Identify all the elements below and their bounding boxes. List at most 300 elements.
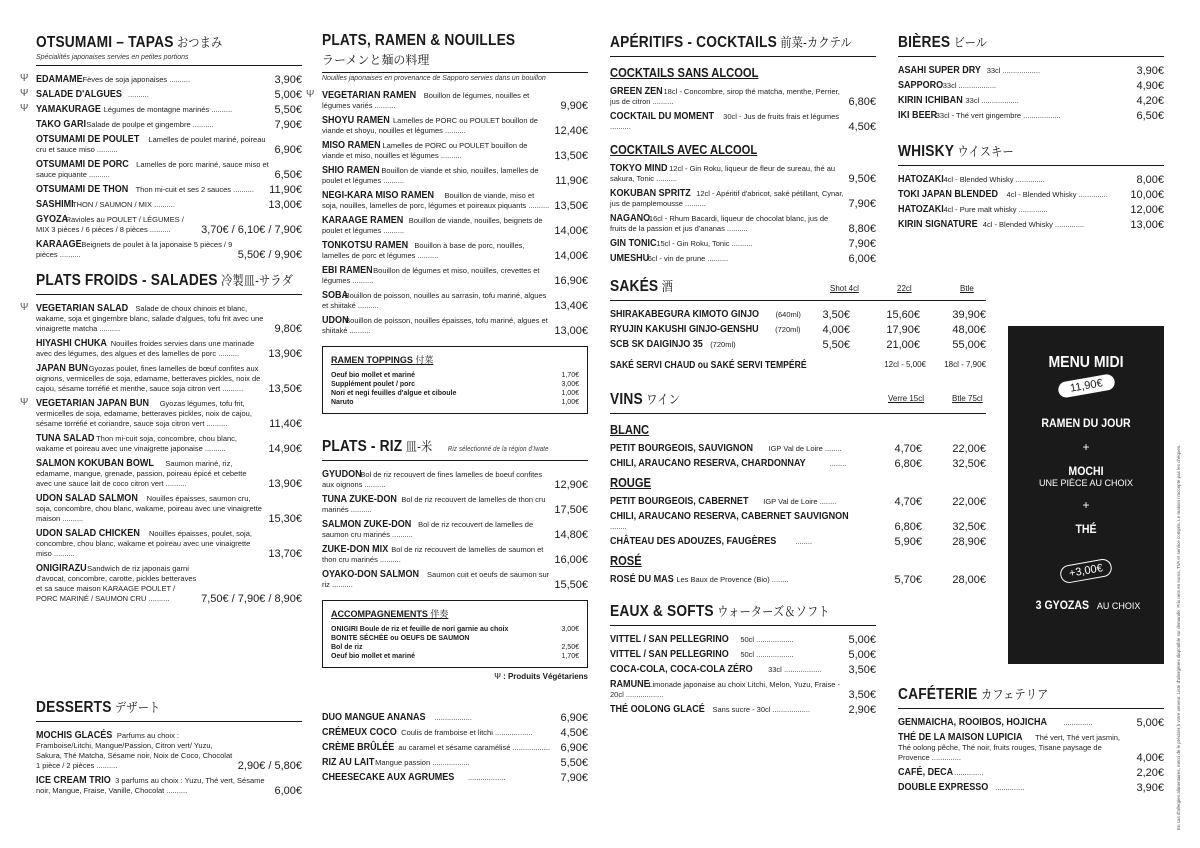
menu-midi-price-badge: 11,90€	[1057, 373, 1116, 399]
item-list	[610, 634, 876, 715]
item-desc: Ravioles au POULET / LÉGUMES / MIX 3 pièces / 6 pièces / 8 pièces	[36, 215, 184, 234]
whisky-section	[898, 141, 1164, 230]
item-price: 6,90€	[560, 712, 588, 724]
item-price: 3,50€	[822, 309, 850, 321]
box-item-name: Oeuf bio mollet et mariné	[331, 653, 416, 660]
item-list	[898, 174, 1164, 230]
item-desc: Coulis de framboise et litchi	[401, 728, 493, 737]
subsection-title: COCKTAILS SANS ALCOOL	[610, 65, 759, 80]
leader-dots: ..........	[442, 126, 466, 135]
ramen-section	[306, 32, 588, 414]
item-price: 21,00€	[886, 339, 920, 351]
divider	[322, 72, 588, 73]
divider	[898, 56, 1164, 57]
section-title: APÉRITIFS - COCKTAILS 前菜-カクテル	[610, 34, 852, 51]
menu-item	[322, 544, 588, 565]
item-price: 4,20€	[1136, 95, 1164, 107]
accompagnements-box	[322, 600, 588, 668]
box-row	[331, 652, 579, 661]
item-price: 6,00€	[274, 785, 302, 797]
item-desc: Bouillon de viande, miso et soja, nouilles, lamelles de porc, légumes et poireaux piquants	[322, 191, 535, 210]
leader-dots: ..........	[60, 514, 84, 523]
item-name: EBI RAMEN	[322, 264, 373, 276]
menu-item	[322, 240, 588, 261]
leader-dots: ..........	[147, 225, 171, 234]
item-price: 3,90€	[1136, 65, 1164, 77]
item-desc: 18cl - Concombre, sirop thé matcha, menthe, Perrier, jus de citron	[610, 87, 840, 106]
item-desc: Gyozas poulet, fines lamelles de bœuf confites aux oignons, vermicelles de soja, edamame, betteraves pickles, noix de cajou, sésame torréfié et menthe, sauce soja citron vert	[36, 364, 261, 393]
menu-item	[36, 338, 302, 359]
item-desc: Bouillon à base de porc, nouilles, lamelles de porc et légumes	[322, 241, 525, 260]
menu-item	[36, 493, 302, 524]
item-desc: Beignets de poulet à la japonaise 5 pièces / 9 pièces	[36, 240, 233, 259]
menu-item	[36, 199, 302, 210]
leader-dots: ..............	[952, 768, 984, 777]
bieres-section	[898, 32, 1164, 121]
legal-notice: En cas d'allergies alimentaires, merci de le préciser à votre serveur. Liste d'allergènes disponible sur demande. Prix nets en euros, TVA et service compris. Le maison n'accepte pas les chèques.	[1176, 444, 1181, 830]
leader-dots: ..........	[146, 594, 170, 603]
item-name: TUNA ZUKE-DON	[322, 493, 397, 505]
item-desc: 16cl - Rhum Bacardi, liqueur de chocolat blanc, jus de fruits de la passion et jus d'ananas	[610, 214, 829, 233]
item-price: 3,90€	[1136, 782, 1164, 794]
item-volume: (640ml)	[775, 310, 801, 319]
leader-dots: ..........	[348, 505, 372, 514]
leader-dots: ..........	[86, 170, 110, 179]
divider	[610, 56, 876, 57]
item-list	[322, 712, 588, 800]
item-name: CHEESECAKE AUX AGRUMES	[322, 771, 455, 783]
item-price: 15,30€	[268, 513, 302, 525]
leader-dots: ..........	[231, 185, 254, 194]
leader-dots: ........	[817, 497, 837, 506]
item-desc: Nouilles froides servies dans une marinade avec des légumes, des algues et des lamelles de porc	[36, 339, 255, 358]
menu-item	[20, 103, 302, 116]
box-item-name: ONIGIRI Boule de riz et feuille de nori garnie au choix BONITE SÉCHÉE ou OEUFS DE SAUMON	[331, 626, 509, 642]
leader-dots: ........	[769, 575, 789, 584]
item-name: VITTEL / SAN PELLEGRINO	[610, 648, 729, 660]
menu-item	[322, 712, 588, 723]
leader-dots: ..........	[654, 174, 677, 183]
item-desc: Lamelles de PORC ou POULET bouillon de viande et shoyu, nouilles et légumes	[322, 116, 538, 135]
leader-dots: ..........	[164, 786, 188, 795]
item-desc: 50cl	[740, 635, 755, 644]
item-name: GYUDON	[322, 468, 362, 480]
menu-item	[610, 86, 876, 107]
menu-item	[322, 494, 588, 515]
box-row	[331, 398, 579, 407]
item-name: CAFÉ, DECA	[898, 766, 954, 778]
item-name: SALADE D'ALGUES	[36, 88, 122, 100]
item-desc: Bol de riz recouvert de lamelles de thon cru marinés	[322, 495, 546, 514]
menu-item	[610, 111, 876, 132]
leader-dots: ..........	[350, 276, 374, 285]
menu-item	[610, 443, 986, 454]
leader-dots: ..........	[125, 90, 149, 99]
item-name: KIRIN SIGNATURE	[898, 218, 978, 230]
subsection-title: ROUGE	[610, 475, 651, 490]
item-name: HATOZAKI	[898, 203, 944, 215]
item-price: 6,80€	[848, 96, 876, 108]
item-desc: Salade de choux chinois et blanc, wakame, soja et gingembre blanc, salade d'algues, tofu frit avec une vinaigrette matcha	[36, 304, 264, 333]
divider	[36, 65, 302, 66]
menu-item	[322, 519, 588, 540]
box-item-price: 1,70€	[561, 372, 579, 379]
item-desc: Nouilles épaisses, poulet, soja, concombre, chou blanc, wakame et poireau avec une vinaigrette miso	[36, 529, 252, 558]
leaf-icon: Ψ	[306, 89, 315, 100]
leader-dots: ..................	[781, 665, 822, 674]
leader-dots: ..........	[372, 101, 396, 110]
item-name: NAGANO	[610, 212, 651, 224]
item-desc: IGP Val de Loire	[763, 497, 818, 506]
item-desc: Gyozas légumes, tofu frit, vermicelles de soja, edamame, betteraves pickles, noix de cajou, sésame torréfié et coriandre, sauce soja citron vert	[36, 399, 252, 428]
menu-item	[610, 679, 876, 700]
menu-item	[36, 363, 302, 394]
sake-row	[610, 324, 986, 335]
leader-dots: ..................	[492, 728, 533, 737]
leaf-icon: Ψ	[494, 672, 501, 681]
item-desc: Bol de riz recouvert de lamelles de saumon cru marinés	[322, 520, 534, 539]
item-desc: Bouillon de poisson, nouilles épaisses, tofu mariné, algues et shiitaké	[322, 316, 548, 335]
item-price: 8,80€	[848, 223, 876, 235]
item-name: VEGETARIAN JAPAN BUN	[36, 397, 150, 409]
item-desc: Lamelles de poulet mariné, poireau cru et sauce miso	[36, 135, 266, 154]
box-item-price: 3,00€	[561, 381, 579, 388]
leader-dots: ..........	[51, 549, 75, 558]
item-name: OYAKO-DON SALMON	[322, 568, 420, 580]
item-price: 9,50€	[848, 173, 876, 185]
subsection-title: ROSÉ	[610, 553, 642, 568]
item-price: 8,00€	[1136, 174, 1164, 186]
item-price: 13,40€	[554, 300, 588, 312]
col-head-22cl: 22cl	[897, 284, 912, 293]
item-desc: Les Baux de Provence (Bio)	[676, 575, 770, 584]
item-desc: 4cl - Blended Whisky	[943, 175, 1014, 184]
item-price: 12,40€	[554, 125, 588, 137]
menu-item	[610, 496, 986, 507]
item-price: 13,70€	[268, 548, 302, 560]
item-price: 2,90€ / 5,80€	[237, 760, 302, 772]
menu-item	[610, 511, 986, 532]
menu-item	[898, 189, 1164, 200]
menu-item	[610, 649, 876, 660]
item-desc: 33cl - Thé vert gingembre	[935, 111, 1022, 120]
item-price: 5,90€	[894, 536, 922, 548]
item-price: 6,50€	[1136, 110, 1164, 122]
item-price: 6,90€	[560, 742, 588, 754]
menu-item	[610, 188, 876, 209]
item-desc: 4cl - Blended Whisky	[982, 220, 1053, 229]
menu-item	[898, 767, 1164, 778]
leader-dots: ..................	[1000, 66, 1041, 75]
menu-item	[322, 165, 588, 186]
item-volume: (720ml)	[710, 340, 736, 349]
item-price: 3,90€	[274, 74, 302, 86]
leaf-icon: Ψ	[20, 103, 29, 114]
item-price: 5,00€	[1136, 717, 1164, 729]
item-name: SHOYU RAMEN	[322, 114, 390, 126]
menu-item	[610, 704, 876, 715]
leaf-icon: Ψ	[20, 73, 29, 84]
item-desc: Parfums au choix : Framboise/Litchi, Mangue/Passion, Citron vert/ Yuzu, Sakura, Thé Matcha, Sésame noir, Noix de Coco, Chocolat 1 pièce / 2 pièces	[36, 731, 233, 770]
item-price: 4,90€	[1136, 80, 1164, 92]
item-name: HIYASHI CHUKA	[36, 337, 107, 349]
menu-item	[36, 528, 302, 559]
section-title: PLATS, RAMEN & NOUILLES	[322, 32, 516, 49]
menu-item	[36, 239, 302, 260]
item-name: COCA-COLA, COCA-COLA ZÉRO	[610, 663, 753, 675]
item-name: KARAAGE RAMEN	[322, 214, 404, 226]
menu-item	[610, 458, 986, 469]
item-desc: Limonade japonaise au choix Litchi, Melon, Yuzu, Fraise - 20cl	[610, 680, 840, 699]
col-head-btle: Btle	[960, 284, 974, 293]
divider	[610, 625, 876, 626]
leaf-icon: Ψ	[20, 397, 29, 408]
divider	[36, 294, 302, 295]
item-name: ICE CREAM TRIO	[36, 774, 111, 786]
item-name: ROSÉ DU MAS	[610, 573, 674, 585]
leader-dots: ..........	[724, 224, 748, 233]
item-desc: IGP Val de Loire	[768, 444, 823, 453]
divider	[610, 300, 986, 301]
item-desc: 12cl - Gin Roku, liqueur de fleur de sureau, thé au sakura, Tonic	[610, 164, 836, 183]
item-desc: Bol de riz recouvert de lamelles de saumon et thon cru marinés	[322, 545, 544, 564]
section-desc: Nouilles japonaises en provenance de Sapporo servies dans un bouillon	[322, 75, 546, 82]
vins-section	[610, 389, 986, 585]
item-price: 13,00€	[1130, 219, 1164, 231]
item-list	[898, 717, 1164, 793]
item-name: PETIT BOURGEOIS, CABERNET	[610, 495, 749, 507]
leader-dots: ..................	[623, 690, 664, 699]
menu-item	[36, 214, 302, 235]
item-name: VITTEL / SAN PELLEGRINO	[610, 633, 729, 645]
box-item-name: Nori et negi feuilles d'algue et ciboule	[331, 390, 457, 397]
menu-item	[898, 717, 1164, 728]
leader-dots: ..................	[754, 635, 794, 644]
item-name: THÉ DE LA MAISON LUPICIA	[898, 731, 1023, 743]
sake-row	[610, 309, 986, 320]
eaux-section	[610, 601, 876, 715]
item-name: IKI BEER	[898, 109, 938, 121]
section-title: BIÈRES ビール	[898, 34, 988, 51]
leader-dots: ..........	[438, 151, 462, 160]
leader-dots: ..............	[1013, 175, 1045, 184]
menu-item	[898, 95, 1164, 106]
item-name: SCB SK DAIGINJO 35	[610, 338, 703, 350]
menu-item	[898, 782, 1164, 793]
item-list	[36, 730, 302, 800]
aperitifs-section	[610, 32, 876, 264]
leader-dots: ..........	[377, 555, 401, 564]
section-title: PLATS - RIZ 皿-米 Riz sélectionné de la région d'Iwate	[322, 438, 549, 455]
menu-midi-title: MENU MIDI	[1048, 354, 1124, 371]
item-desc: 6cl - vin de prune	[647, 254, 706, 263]
leader-dots: ..........	[381, 226, 405, 235]
menu-item	[898, 110, 1164, 121]
item-price: 17,50€	[554, 504, 588, 516]
item-price: 17,90€	[886, 324, 920, 336]
item-desc: 4cl - Blended Whisky	[1006, 190, 1077, 199]
item-price: 9,80€	[274, 323, 302, 335]
menu-item	[898, 204, 1164, 215]
leader-dots: ..........	[526, 201, 550, 210]
item-desc: 3 parfums au choix : Yuzu, Thé vert, Sésame noir, Mangue, Fraise, Vanille, Chocolat	[36, 776, 265, 795]
menu-midi-item-row: 3 GYOZAS AU CHOIX	[1035, 598, 1141, 612]
leader-dots: ..........	[329, 580, 353, 589]
box-item-price: 3,00€	[561, 626, 579, 633]
menu-item	[898, 80, 1164, 91]
item-desc: 4cl - Pure malt whisky	[943, 205, 1017, 214]
menu-item	[322, 315, 588, 336]
leader-dots: ..................	[754, 650, 794, 659]
leader-dots: ..................	[1021, 111, 1061, 120]
section-title: CAFÉTERIE カフェテリア	[898, 686, 1049, 703]
item-price: 5,00€	[848, 649, 876, 661]
item-price: 2,90€	[848, 704, 876, 716]
item-name: JAPAN BUN	[36, 362, 89, 374]
column-4	[898, 32, 1164, 234]
item-desc: THON / SAUMON / MIX	[72, 200, 153, 209]
item-desc: 33cl	[965, 96, 980, 105]
menu-item	[610, 634, 876, 645]
item-name: RAMUNE	[610, 678, 650, 690]
item-name: HATOZAKI	[898, 173, 944, 185]
leader-dots: ..............	[993, 783, 1025, 792]
leader-dots: ..............	[1076, 190, 1108, 199]
item-price: 4,00€	[1136, 752, 1164, 764]
menu-midi-item: THÉ	[1075, 522, 1097, 536]
item-price: 39,90€	[952, 309, 986, 321]
box-item-name: Bol de riz	[331, 644, 363, 651]
leader-dots: ..........	[389, 530, 413, 539]
leader-dots: ..........	[729, 239, 753, 248]
item-price: 13,50€	[268, 383, 302, 395]
item-desc: au caramel et sésame caramélisé	[398, 743, 511, 752]
item-price: 6,50€	[274, 169, 302, 181]
item-price: 4,70€	[894, 443, 922, 455]
veg-legend: Ψ : Produits Végétariens	[494, 672, 588, 681]
item-list	[610, 574, 986, 585]
item-price: 5,50€	[560, 757, 588, 769]
item-name: UDON SALAD CHICKEN	[36, 527, 140, 539]
item-price: 11,40€	[269, 418, 302, 430]
menu-item	[322, 569, 588, 590]
item-desc: Sandwich de riz japonais garni d'avocat, concombre, carotte, pickles betteraves et sa sauce maison KARAAGE POULET / PORC MARINÉ / SAUMON CRU	[36, 564, 197, 603]
leader-dots: ..........	[347, 326, 371, 335]
item-name: SOBA	[322, 289, 349, 301]
item-price: 6,80€	[894, 521, 922, 533]
menu-item	[898, 174, 1164, 185]
leaf-icon: Ψ	[20, 88, 29, 99]
item-desc: 15cl - Gin Roku, Tonic	[656, 239, 730, 248]
leader-dots: ..........	[204, 419, 228, 428]
box-list	[331, 371, 579, 407]
item-price: 28,00€	[952, 574, 986, 586]
item-desc: Bouillon de viande, nouilles, beignets de poulet et légumes	[322, 216, 543, 235]
menu-item	[36, 184, 302, 195]
item-name: SALMON KOKUBAN BOWL	[36, 457, 154, 469]
divider	[898, 165, 1164, 166]
menu-item	[898, 65, 1164, 76]
box-item-price: 1,70€	[561, 653, 579, 660]
plus-sign: +	[1082, 498, 1090, 512]
item-name: TAKO GARI	[36, 118, 87, 130]
item-name: EDAMAME	[36, 73, 83, 85]
leader-dots: ........	[610, 522, 627, 531]
item-desc: Légumes de montagne marinés	[103, 105, 210, 114]
box-row	[331, 389, 579, 398]
item-price: 4,70€	[894, 496, 922, 508]
item-name: YAMAKURAGE	[36, 103, 101, 115]
leader-dots: ..................	[430, 758, 470, 767]
item-desc: 12cl - Apéritif d'abricot, saké pétillant, Cynar, jus de pamplemousse	[610, 189, 844, 208]
item-name: CHILI, ARAUCANO RESERVA, CABERNET SAUVIGNON	[610, 510, 849, 522]
leader-dots: ........	[822, 444, 842, 453]
item-price: 5,00€	[848, 634, 876, 646]
menu-item	[306, 89, 588, 112]
item-price: 55,00€	[952, 339, 986, 351]
item-desc: Bouillon de poisson, nouilles au sarrasin, tofu mariné, algues et shiitaké	[322, 291, 547, 310]
item-price: 48,00€	[952, 324, 986, 336]
item-desc: 33cl	[942, 81, 957, 90]
item-price: 14,90€	[268, 443, 302, 455]
item-price: 4,50€	[848, 121, 876, 133]
section-title: PLATS FROIDS - SALADES 冷製皿-サラダ	[36, 272, 294, 289]
menu-item	[322, 115, 588, 136]
leader-dots: ..........	[610, 122, 631, 131]
item-desc: 33cl	[986, 66, 1001, 75]
item-list	[610, 163, 876, 264]
column-2	[306, 32, 588, 681]
leader-dots: ..........	[650, 97, 674, 106]
leader-dots: ..............	[1061, 718, 1093, 727]
box-item-name: Naruto	[331, 399, 354, 406]
item-name: RIZ AU LAIT	[322, 756, 375, 768]
leader-dots: ..........	[167, 75, 191, 84]
item-price: 32,50€	[952, 458, 986, 470]
item-volume: (720ml)	[775, 325, 801, 334]
menu-item	[322, 469, 588, 490]
item-price: 13,00€	[268, 199, 302, 211]
box-item-price: 2,50€	[561, 644, 579, 651]
menu-item	[36, 775, 302, 796]
plus-sign: +	[1082, 440, 1090, 454]
item-list	[610, 496, 986, 547]
section-desc: Spécialités japonaises servies en petites portions	[36, 54, 189, 61]
item-price: 10,00€	[1130, 189, 1164, 201]
item-price: 11,90€	[555, 175, 588, 187]
toppings-box	[322, 346, 588, 414]
menu-midi-item: RAMEN DU JOUR	[1041, 416, 1131, 430]
leader-dots: ..................	[956, 81, 997, 90]
menu-item	[36, 730, 302, 771]
divider	[36, 721, 302, 722]
item-name: SAPPORO	[898, 79, 944, 91]
item-price: 7,50€ / 7,90€ / 8,90€	[201, 593, 302, 605]
section-title: SAKÉS 酒	[610, 278, 674, 295]
leader-dots: ..........	[216, 349, 240, 358]
leader-dots: ..........	[57, 250, 81, 259]
item-name: ZUKE-DON MIX	[322, 543, 389, 555]
item-desc: Saumon cuit et oeufs de saumon sur riz	[322, 570, 550, 589]
item-price: 3,50€	[848, 689, 876, 701]
item-price: 22,00€	[952, 496, 986, 508]
item-desc: Thé vert, Thé vert jasmin, Thé oolong pêche, Thé noir, fruits rouges, Tisane paysage de Provence	[898, 733, 1121, 762]
item-desc: Salade de poulpe et gingembre	[86, 120, 191, 129]
menu-item	[20, 302, 302, 335]
item-name: KARAAGE	[36, 238, 82, 250]
item-price: 3,70€ / 6,10€ / 7,90€	[201, 224, 302, 236]
menu-midi-extra-badge: +3,00€	[1059, 558, 1113, 585]
